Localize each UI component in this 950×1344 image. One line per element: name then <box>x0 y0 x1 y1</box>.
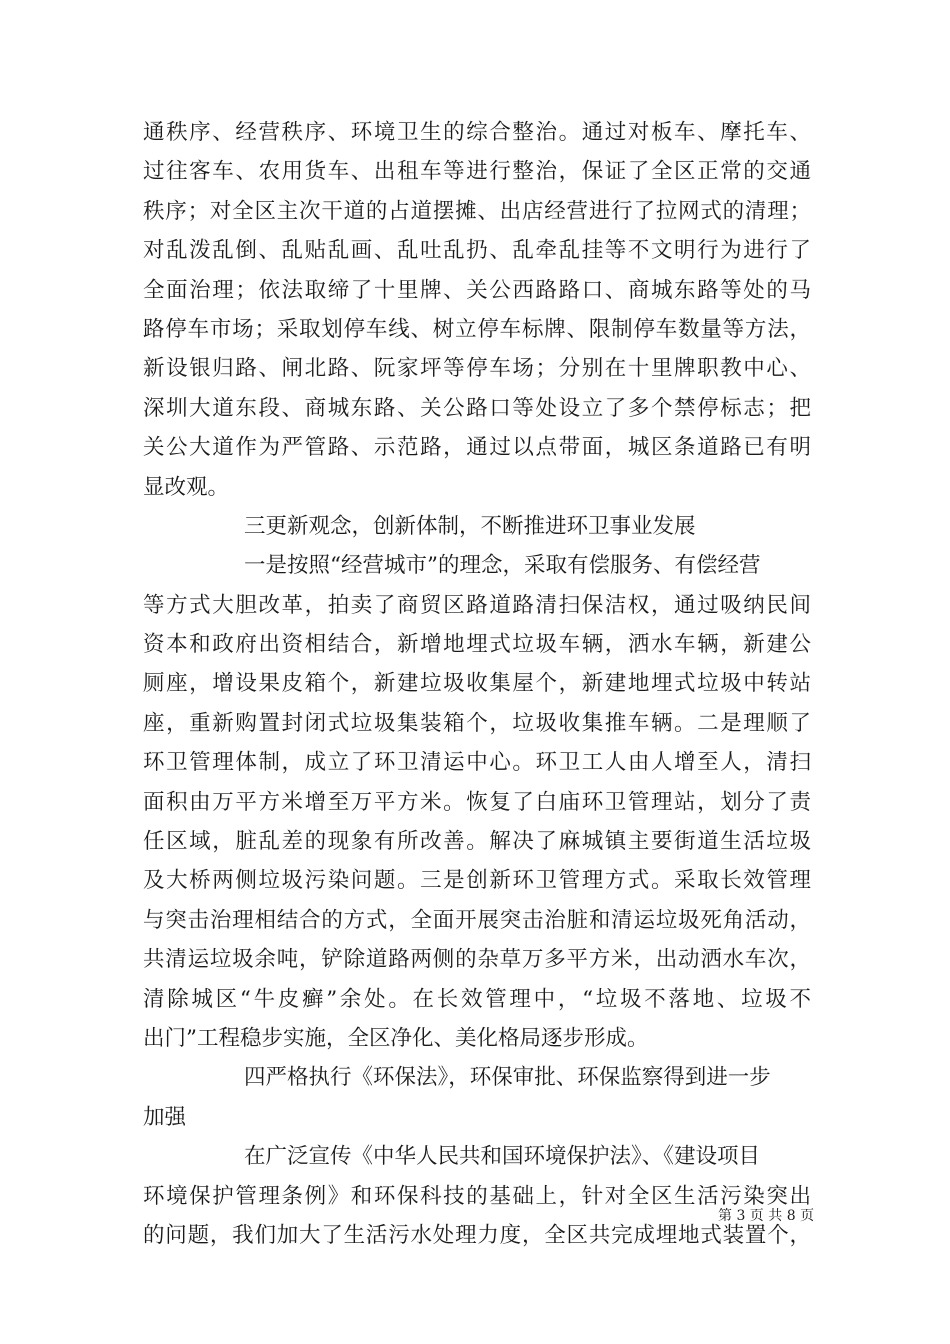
text-line: 任区域，脏乱差的现象有所改善。解决了麻城镇主要街道生活垃圾 <box>143 829 811 855</box>
text-line: 及大桥两侧垃圾污染问题。三是创新环卫管理方式。采取长效管理 <box>143 868 811 894</box>
text-line: 共清运垃圾余吨，铲除道路两侧的杂草万多平方米，出动洒水车次， <box>143 947 811 973</box>
text-line: 的问题，我们加大了生活污水处理力度，全区共完成埋地式装置个， <box>143 1222 811 1248</box>
text-line: 通秩序、经营秩序、环境卫生的综合整治。通过对板车、摩托车、 <box>143 120 811 145</box>
text-line: 全面治理；依法取缔了十里牌、关公西路路口、商城东路等处的马 <box>143 277 811 303</box>
text-line: 清除城区“牛皮癣”余处。在长效管理中，“垃圾不落地、垃圾不 <box>143 986 811 1012</box>
text-line: 面积由万平方米增至万平方米。恢复了白庙环卫管理站，划分了责 <box>143 789 811 815</box>
text-line: 一是按照“经营城市”的理念，采取有偿服务、有偿经营 <box>244 553 761 579</box>
section-heading: 四严格执行《环保法》，环保审批、环保监察得到进一步 <box>244 1065 771 1091</box>
text-line: 资本和政府出资相结合，新增地埋式垃圾车辆，洒水车辆，新建公 <box>143 632 811 658</box>
text-line: 新设银归路、闸北路、阮家坪等停车场；分别在十里牌职教中心、 <box>143 356 811 382</box>
text-line: 等方式大胆改革，拍卖了商贸区路道路清扫保洁权，通过吸纳民间 <box>143 592 811 618</box>
page-number-footer: 第 3 页 共 8 页 <box>718 1208 815 1224</box>
text-line: 环境保护管理条例》和环保科技的基础上，针对全区生活污染突出 <box>143 1183 811 1209</box>
text-line: 过往客车、农用货车、出租车等进行整治，保证了全区正常的交通 <box>143 159 811 185</box>
text-line: 路停车市场；采取划停车线、树立停车标牌、限制停车数量等方法， <box>143 316 811 342</box>
text-line: 与突击治理相结合的方式，全面开展突击治脏和清运垃圾死角活动， <box>143 907 811 933</box>
text-line: 在广泛宣传《中华人民共和国环境保护法》、《建设项目 <box>244 1144 761 1170</box>
text-line: 环卫管理体制，成立了环卫清运中心。环卫工人由人增至人，清扫 <box>143 750 811 776</box>
text-line: 对乱泼乱倒、乱贴乱画、乱吐乱扔、乱牵乱挂等不文明行为进行了 <box>143 238 811 264</box>
text-line: 出门”工程稳步实施，全区净化、美化格局逐步形成。 <box>143 1025 649 1051</box>
text-line: 关公大道作为严管路、示范路，通过以点带面，城区条道路已有明 <box>143 435 811 461</box>
document-body <box>143 113 811 1255</box>
text-line: 显改观。 <box>143 474 230 500</box>
text-line: 深圳大道东段、商城东路、关公路口等处设立了多个禁停标志；把 <box>143 395 811 421</box>
section-heading: 三更新观念，创新体制，不断推进环卫事业发展 <box>244 513 696 539</box>
section-heading: 加强 <box>143 1104 187 1130</box>
text-line: 秩序；对全区主次干道的占道摆摊、出店经营进行了拉网式的清理； <box>143 198 811 224</box>
text-line: 厕座，增设果皮箱个，新建垃圾收集屋个，新建地埋式垃圾中转站 <box>143 671 811 697</box>
text-line: 座，重新购置封闭式垃圾集装箱个，垃圾收集推车辆。二是理顺了 <box>143 710 811 736</box>
